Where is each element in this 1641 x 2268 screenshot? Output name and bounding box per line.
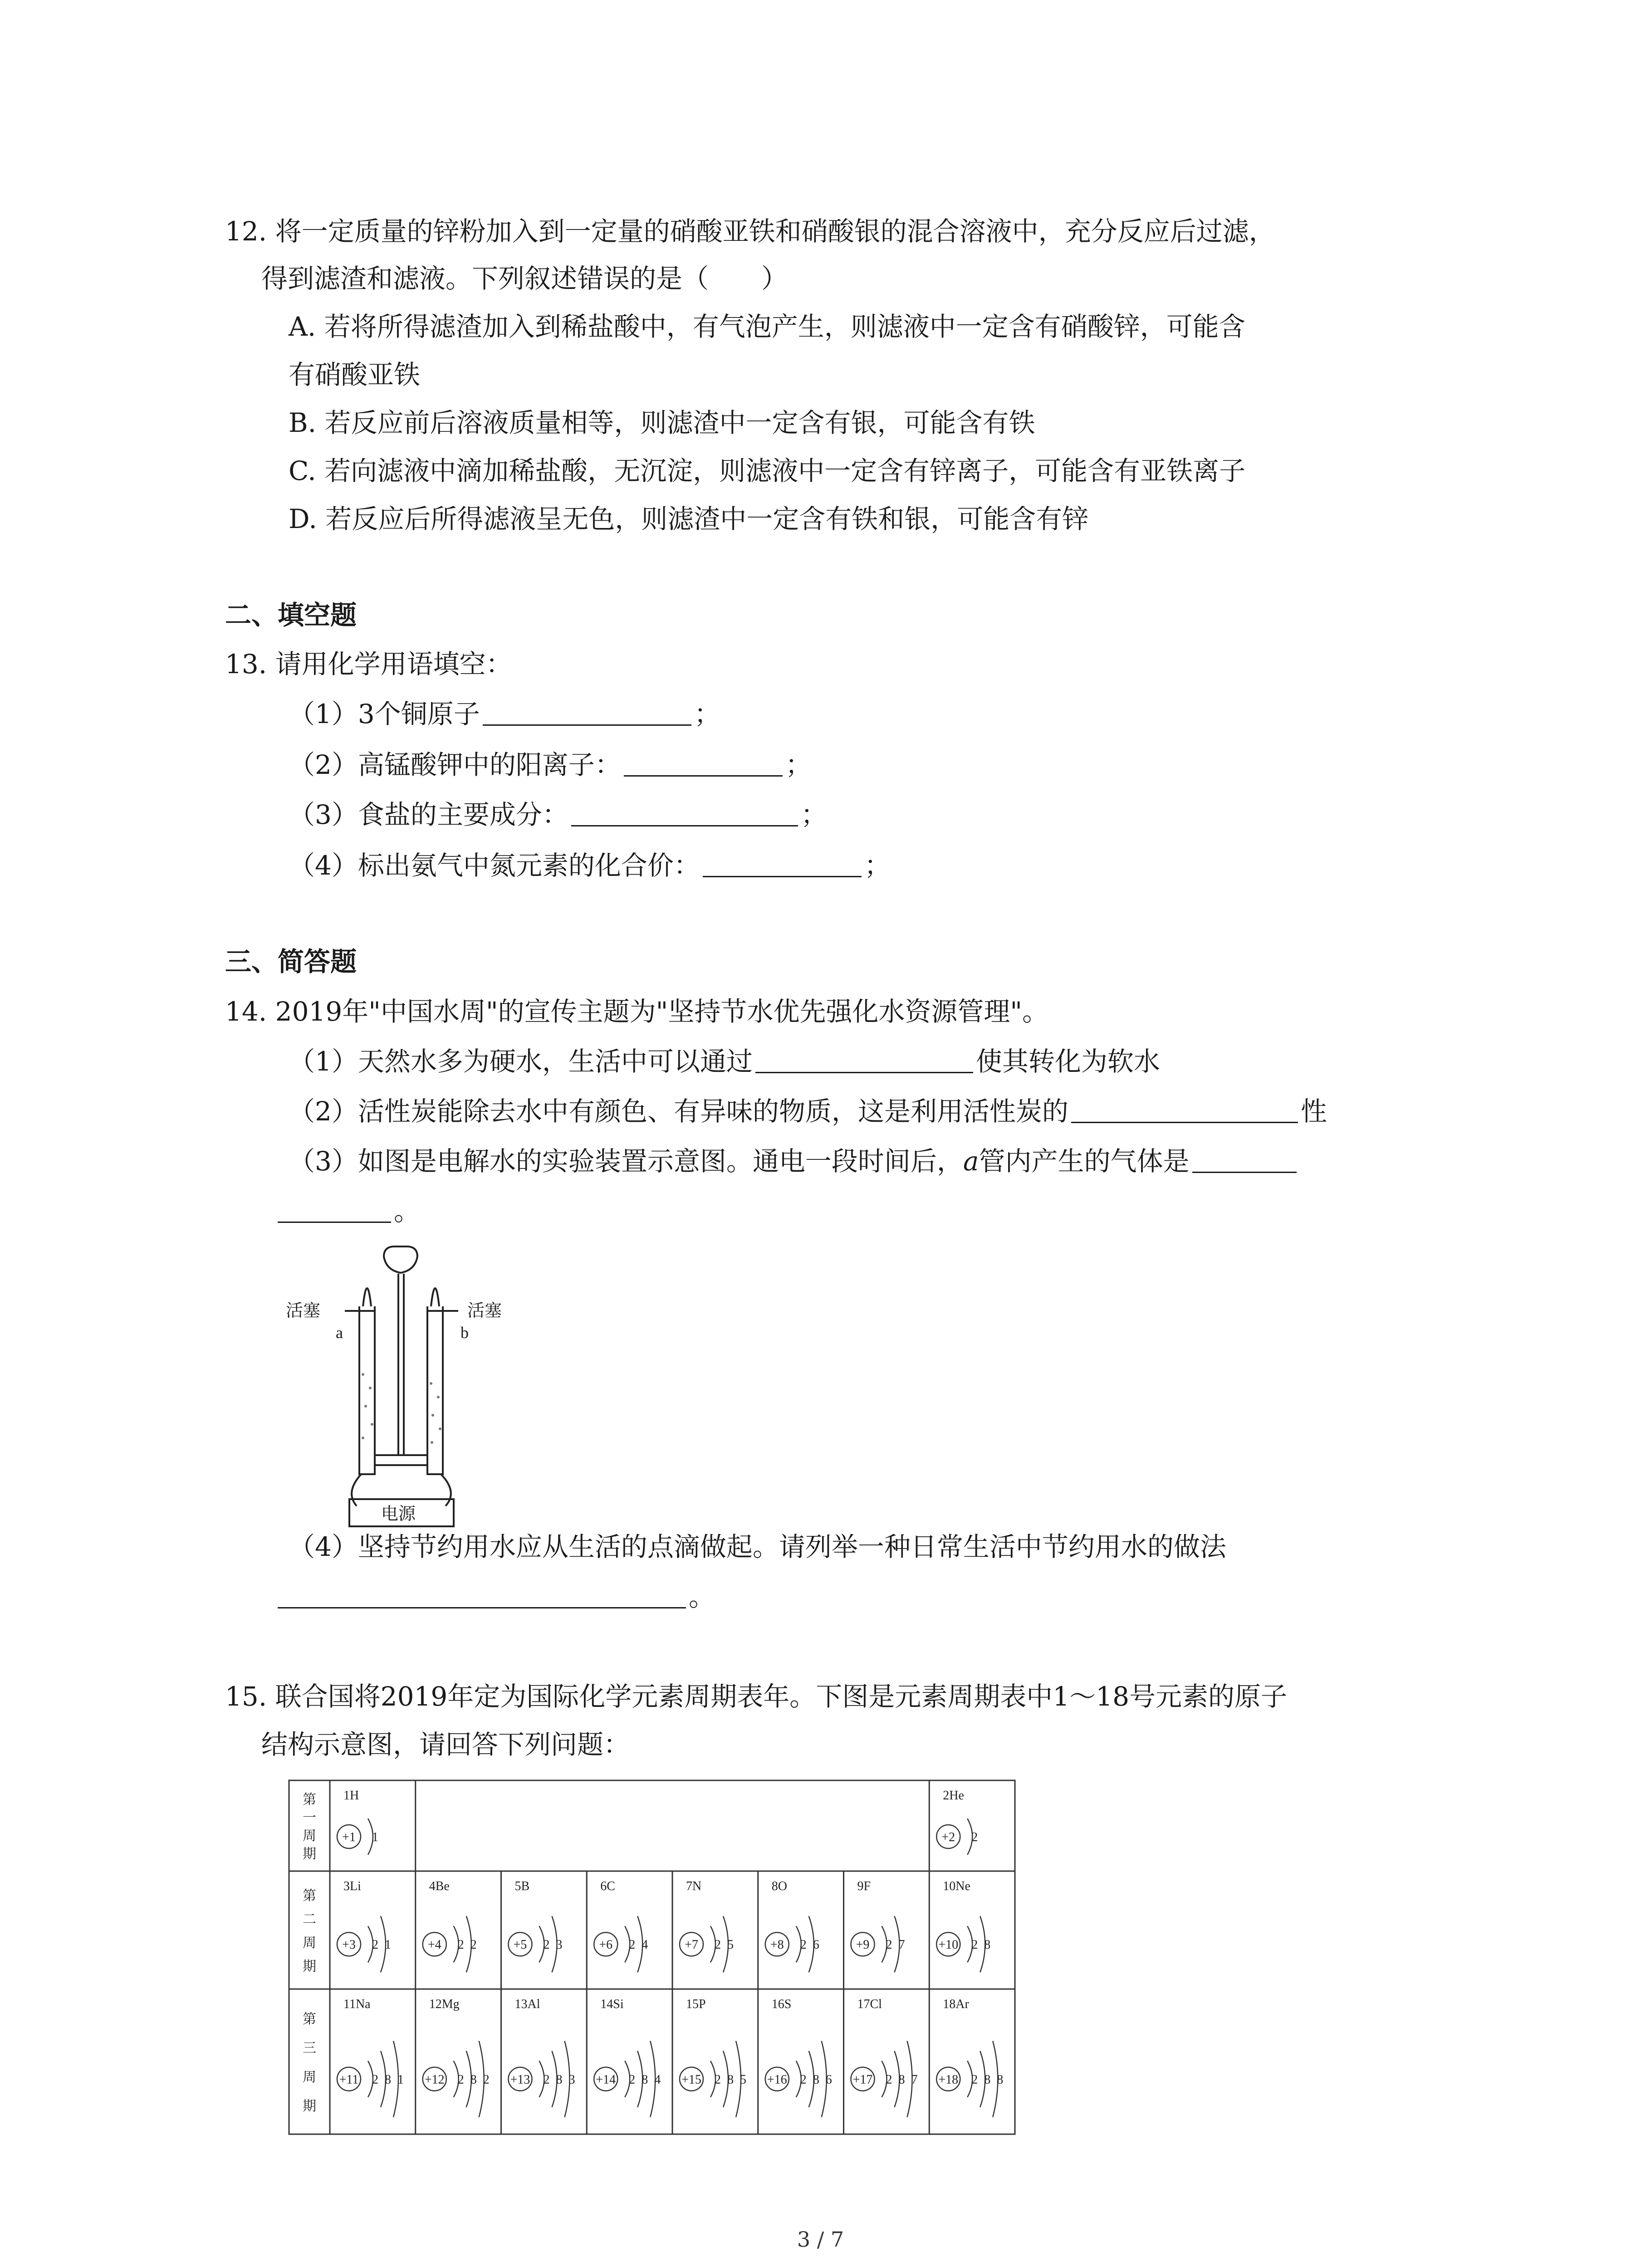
page-number: 3 / 7: [797, 2227, 844, 2252]
q14-part-1-tail: 使其转化为软水: [975, 1046, 1160, 1077]
period-row-label: 三: [303, 2041, 316, 2056]
shell-electron-count: 2: [629, 2072, 636, 2087]
q14-stem: 14. 2019年"中国水周"的宣传主题为"坚持节水优先强化水资源管理"。: [225, 996, 1048, 1027]
q14-part-1: [289, 1043, 1160, 1080]
q12-option-a-line1: A. 若将所得滤渣加入到稀盐酸中，有气泡产生，则滤液中一定含有硝酸锌，可能含: [289, 311, 1245, 342]
period: 。: [394, 1196, 421, 1227]
shell-electron-count: 2: [971, 2072, 978, 2087]
element-symbol-label: 11Na: [343, 1997, 371, 2011]
right-tube-tip: [431, 1288, 439, 1306]
element-symbol-label: 6C: [600, 1879, 615, 1893]
left-tube: [359, 1306, 375, 1474]
nucleus-charge-label: +2: [941, 1830, 955, 1844]
electrolysis-apparatus-figure: [277, 1238, 531, 1529]
shell-electron-count: 4: [654, 2072, 661, 2087]
q14-part-2-text: （2）活性炭能除去水中有颜色、有异味的物质，这是利用活性炭的: [289, 1096, 1068, 1127]
shell-electron-count: 2: [971, 1938, 978, 1952]
element-symbol-label: 18Ar: [943, 1997, 969, 2011]
left-stopcock-label: 活塞: [286, 1301, 321, 1320]
q14-part-2-tail: 性: [1300, 1096, 1327, 1127]
q13-part-2-text: （2）高锰酸钾中的阳离子：: [289, 749, 621, 780]
shell-electron-count: 2: [372, 2072, 378, 2087]
q13-answer-blank-2[interactable]: [624, 750, 783, 777]
tube-a-label: a: [336, 1324, 343, 1342]
shell-electron-count: 8: [385, 2072, 391, 2087]
q14-part-4: （4）坚持节约用水应从生活的点滴做起。请列举一种日常生活中节约用水的做法: [289, 1531, 1226, 1562]
period-row-label: 第: [303, 1888, 316, 1903]
q14-part-3-text: （3）如图是电解水的实验装置示意图。通电一段时间后，: [289, 1146, 963, 1177]
nucleus-charge-label: +5: [513, 1938, 527, 1952]
q14-part-1-text: （1）天然水多为硬水，生活中可以通过: [289, 1046, 753, 1077]
shell-electron-count: 7: [911, 2072, 918, 2087]
element-symbol-label: 10Ne: [943, 1879, 970, 1893]
element-symbol-label: 13Al: [514, 1997, 540, 2011]
period-row-label: 第: [303, 1792, 316, 1807]
element-symbol-label: 16S: [771, 1997, 792, 2011]
element-symbol-label: 15P: [686, 1997, 706, 2011]
right-tube: [427, 1306, 443, 1474]
element-symbol-label: 2He: [943, 1789, 964, 1803]
q15-stem-line2: 结构示意图，请回答下列问题：: [261, 1729, 630, 1760]
period-row-label: 期: [303, 2099, 316, 2114]
shell-electron-count: 8: [898, 2072, 905, 2087]
q12-option-a-line2: 有硝酸亚铁: [289, 359, 421, 390]
shell-electron-count: 4: [642, 1938, 648, 1952]
period-row-label: 一: [303, 1810, 316, 1825]
q13-part-1: [289, 696, 720, 732]
right-stopcock-label: 活塞: [467, 1301, 502, 1320]
shell-electron-count: 2: [457, 1938, 464, 1952]
nucleus-charge-label: +11: [339, 2072, 359, 2087]
element-symbol-label: 1H: [343, 1789, 359, 1803]
q13-answer-blank-1[interactable]: [483, 699, 691, 726]
q13-answer-blank-4[interactable]: [703, 850, 862, 877]
shell-electron-count: 1: [385, 1938, 391, 1952]
shell-electron-count: 8: [556, 2072, 563, 2087]
q14-answer-blank-3b[interactable]: [278, 1196, 391, 1223]
nucleus-charge-label: +4: [427, 1938, 441, 1952]
nucleus-charge-label: +6: [599, 1938, 613, 1952]
q13-part-2: [289, 747, 812, 783]
q12-option-c: C. 若向滤液中滴加稀盐酸，无沉淀，则滤液中一定含有锌离子，可能含有亚铁离子: [289, 455, 1246, 486]
q12-option-d: D. 若反应后所得滤液呈无色，则滤渣中一定含有铁和银，可能含有锌: [289, 503, 1089, 534]
q14-part-3: [289, 1143, 1299, 1179]
tube-a-variable: a: [963, 1146, 979, 1177]
shell-electron-count: 2: [543, 1938, 550, 1952]
nucleus-charge-label: +9: [856, 1938, 870, 1952]
shell-electron-count: 3: [556, 1938, 563, 1952]
q12-stem-line1: 12. 将一定质量的锌粉加入到一定量的硝酸亚铁和硝酸银的混合溶液中，充分反应后过滤，: [225, 216, 1275, 247]
element-symbol-label: 7N: [686, 1879, 702, 1893]
nucleus-charge-label: +13: [510, 2072, 530, 2087]
q13-part-3-text: （3）食盐的主要成分：: [289, 799, 568, 830]
shell-electron-count: 2: [886, 1938, 892, 1952]
section-2-title: 二、填空题: [225, 600, 357, 631]
shell-electron-count: 6: [813, 1938, 819, 1952]
shell-electron-count: 2: [470, 1938, 477, 1952]
water-dots: [362, 1373, 441, 1444]
shell-electron-count: 1: [397, 2072, 404, 2087]
period-row-label: 周: [303, 1828, 316, 1843]
nucleus-charge-label: +15: [681, 2072, 701, 2087]
shell-electron-count: 2: [715, 1938, 721, 1952]
shell-electron-count: 8: [470, 2072, 477, 2087]
tube-b-label: b: [460, 1324, 469, 1342]
q13-part-4-text: （4）标出氨气中氮元素的化合价：: [289, 850, 700, 881]
q13-stem: 13. 请用化学用语填空：: [225, 649, 512, 679]
nucleus-charge-label: +17: [852, 2072, 873, 2087]
q14-part-3-continued: [278, 1193, 420, 1229]
q12-option-b: B. 若反应前后溶液质量相等，则滤渣中一定含有银，可能含有铁: [289, 407, 1035, 438]
nucleus-charge-label: +14: [596, 2072, 616, 2087]
left-tube-tip: [363, 1288, 371, 1306]
element-symbol-label: 14Si: [600, 1997, 624, 2011]
element-symbol-label: 9F: [857, 1879, 871, 1893]
shell-electron-count: 2: [372, 1938, 378, 1952]
q14-answer-blank-2[interactable]: [1071, 1096, 1298, 1123]
period-row-label: 周: [303, 1936, 316, 1950]
shell-electron-count: 2: [457, 2072, 464, 2087]
nucleus-charge-label: +1: [342, 1830, 356, 1844]
nucleus-charge-label: +10: [938, 1938, 959, 1952]
q13-part-3: [289, 797, 827, 833]
period-row-label: 期: [303, 1847, 316, 1862]
shell-electron-count: 8: [813, 2072, 819, 2087]
nucleus-charge-label: +18: [938, 2072, 959, 2087]
q13-part-4: [289, 847, 891, 884]
shell-electron-count: 7: [898, 1938, 905, 1952]
shell-electron-count: 2: [629, 1938, 636, 1952]
period-row-label: 期: [303, 1959, 316, 1974]
shell-electron-count: 6: [825, 2072, 832, 2087]
semicolon: ；: [800, 799, 827, 830]
semicolon: ；: [694, 699, 720, 729]
element-symbol-label: 3Li: [343, 1879, 361, 1893]
period: 。: [689, 1581, 715, 1612]
shell-electron-count: 1: [372, 1830, 378, 1844]
power-supply-label: 电源: [381, 1505, 416, 1524]
shell-electron-count: 2: [886, 2072, 892, 2087]
semicolon: ；: [864, 850, 891, 881]
nucleus-charge-label: +8: [770, 1938, 784, 1952]
element-symbol-label: 4Be: [429, 1879, 450, 1893]
shell-electron-count: 5: [727, 1938, 734, 1952]
shell-electron-count: 8: [727, 2072, 734, 2087]
shell-electron-count: 5: [740, 2072, 746, 2087]
shell-electron-count: 3: [568, 2072, 575, 2087]
reservoir-bulb: [384, 1246, 417, 1273]
nucleus-charge-label: +12: [424, 2072, 445, 2087]
shell-electron-count: 2: [543, 2072, 550, 2087]
shell-electron-count: 8: [984, 1938, 991, 1952]
section-3-title: 三、简答题: [225, 946, 357, 977]
shell-electron-count: 2: [800, 2072, 807, 2087]
q13-part-1-text: （1）3个铜原子: [289, 699, 480, 729]
shell-electron-count: 2: [483, 2072, 490, 2087]
shell-electron-count: 2: [800, 1938, 807, 1952]
q13-answer-blank-3[interactable]: [571, 800, 798, 826]
q14-answer-blank-3a[interactable]: [1192, 1146, 1297, 1173]
q14-part-3-text-b: 管内产生的气体是: [979, 1146, 1190, 1177]
shell-electron-count: 8: [642, 2072, 648, 2087]
semicolon: ；: [785, 749, 812, 780]
shell-electron-count: 2: [715, 2072, 721, 2087]
element-symbol-label: 17Cl: [857, 1997, 882, 2011]
shell-electron-count: 8: [984, 2072, 991, 2087]
element-symbol-label: 12Mg: [429, 1997, 460, 2011]
q14-part-4-continued: [278, 1579, 715, 1615]
period-row-label: 二: [303, 1912, 316, 1927]
q12-stem-line2: 得到滤渣和滤液。下列叙述错误的是（ ）: [261, 263, 788, 294]
q14-answer-blank-1[interactable]: [755, 1046, 973, 1073]
nucleus-charge-label: +16: [767, 2072, 787, 2087]
nucleus-charge-label: +3: [342, 1938, 356, 1952]
periodic-table-figure: [287, 1776, 1022, 2139]
q14-answer-blank-4[interactable]: [278, 1582, 686, 1608]
nucleus-charge-label: +7: [685, 1938, 698, 1952]
period-row-label: 周: [303, 2070, 316, 2085]
shell-electron-count: 2: [971, 1830, 978, 1844]
element-symbol-label: 8O: [771, 1879, 787, 1893]
period-row-label: 第: [303, 2012, 316, 2027]
q14-part-2: [289, 1093, 1327, 1129]
shell-electron-count: 8: [997, 2072, 1004, 2087]
element-symbol-label: 5B: [514, 1879, 530, 1893]
q15-stem-line1: 15. 联合国将2019年定为国际化学元素周期表年。下图是元素周期表中1～18号元素的原子: [225, 1681, 1287, 1712]
